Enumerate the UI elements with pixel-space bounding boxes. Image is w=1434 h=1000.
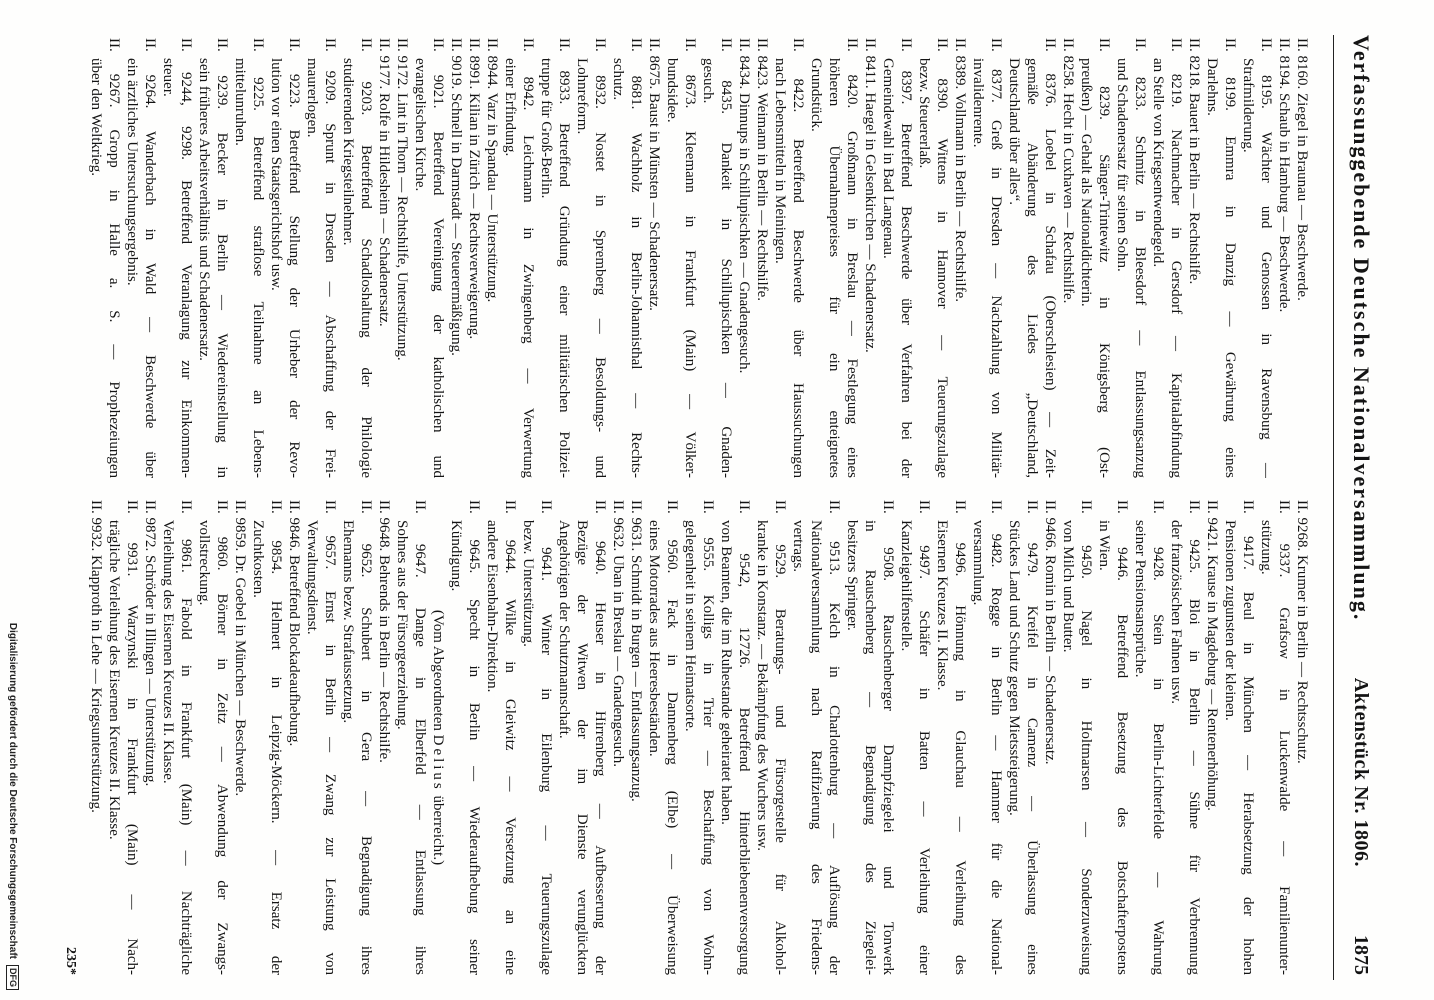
petition-entry (771, 38, 807, 478)
entry-first-line: II. 8932. Nostet in Spremberg — Besoldungs- und (592, 38, 608, 478)
entry-continuation-line: maurerlogen. (304, 58, 320, 138)
entry-continuation-line: sein früheres Arbeitsverhältnis und Schadenersatz. (196, 58, 212, 361)
entry-continuation-line: Verwaltungsdienst. (304, 520, 320, 635)
petition-entry (897, 500, 933, 975)
petition-entry (969, 500, 1005, 975)
entry-first-line: II. 8397. Betreffend Beschwerde über Verfahren bei der (898, 38, 914, 478)
entry-first-line: II. 9172. Lint in Thorn — Rechtshilfe, Unterstützung. (394, 38, 410, 361)
entry-continuation-line: und Schadenersatz für seinen Sohn. (1114, 58, 1130, 272)
page-number: 1875 (1350, 935, 1373, 975)
petition-entry (1149, 38, 1185, 478)
petition-entry (411, 38, 447, 478)
entry-first-line: II. 9244, 9298. Betreffend Veranlagung zur Einkommen- (178, 38, 194, 478)
petition-entry (1293, 38, 1311, 478)
dfg-logo: DFG (7, 965, 20, 990)
entry-first-line: II. 9513. Kelch in Charlottenburg — Auflösung der (826, 500, 842, 975)
signature-mark: 235* (63, 947, 78, 975)
entry-continuation-line: truppe für Groß-Berlin. (538, 58, 554, 199)
entry-first-line: II. 8239. Sänger-Trintewitz in Königsberg (Ost- (1096, 38, 1112, 478)
entry-first-line: II. 9632. Uban in Breslau — Gnadengesuch. (610, 500, 626, 768)
petition-entry (537, 38, 573, 478)
entry-continuation-line: Grundstück. (808, 58, 824, 132)
petition-entry (159, 500, 195, 975)
entry-continuation-line: gelegenheit in seinem Heimatsorte. (682, 520, 698, 732)
petition-entry (1185, 38, 1203, 478)
entry-first-line: II. 9854. Helmert in Leipzig-Möckern. — Ersatz der (268, 500, 284, 975)
entry-first-line: II. 9652. Schubert in Gera — Begnadigung ihres (358, 500, 374, 975)
entry-first-line: II. 9648. Behrends in Berlin — Rechtshilfe. (376, 500, 392, 763)
entry-continuation-line: Stückes Land und Schutz gegen Mietssteigerung. (1006, 520, 1022, 816)
entry-first-line: II. 9337. Grafsow in Luckenwalde — Familienunter- (1276, 500, 1292, 975)
presenter-note (429, 500, 447, 975)
petition-entry (375, 38, 393, 478)
entry-continuation-line: Pensionen zugunsten der kleinen. (1222, 520, 1238, 721)
entry-continuation-line: Angehörigen der Schutzmannschaft. (556, 520, 572, 739)
entry-continuation-line: Strafmilderung. (1240, 58, 1256, 153)
entry-first-line: II. 9421. Krause in Magdeburg — Rentenerhöhung. (1204, 500, 1220, 811)
entry-first-line: II. 9644. Wilke in Gleiwitz — Versetzung an eine (502, 500, 518, 975)
entry-first-line: II. 9479. Kreifel in Camenz — Überlassung eines (1024, 500, 1040, 975)
entry-first-line: II. 9417. Beul in München — Herabsetzung der hohen (1240, 500, 1256, 975)
petition-entry (1293, 500, 1311, 975)
entry-first-line: II. 9223. Betreffend Stellung der Urheber der Revo- (286, 38, 302, 478)
petition-entry (1203, 500, 1221, 975)
petition-entry (303, 500, 339, 975)
entry-first-line: II. 9496. Hönnung in Glauchau — Verleihung des (952, 500, 968, 975)
petition-entry (663, 38, 699, 478)
header-rule (1333, 35, 1334, 980)
petition-entry (753, 38, 771, 478)
entry-continuation-line: bezw. Steuererlaß. (916, 58, 932, 169)
entry-continuation-line: in Rauschenberg — Begnadigung des Ziegelei- (862, 520, 878, 975)
entry-first-line: II. 9209. Sprunt in Dresden — Abschaffung der Frei- (322, 38, 338, 478)
petition-entry (1167, 500, 1203, 975)
entry-first-line: II. 9861. Fabold in Frankfurt (Main) — Nachträgliche (178, 500, 194, 975)
petition-entry (87, 38, 123, 478)
petition-entry (1005, 500, 1041, 975)
petition-entry (843, 500, 897, 975)
entry-first-line: II. 8681. Wachholz in Berlin-Johannisthal — Rechts- (628, 38, 644, 478)
entry-first-line: II. 8376. Loebel in Schafau (Oberschlesien) — Zeit- (1042, 38, 1058, 478)
entry-continuation-line: Eisernen Kreuzes II. Klasse. (934, 520, 950, 691)
entry-continuation-line: über den Weltkrieg. (88, 58, 104, 177)
entry-continuation-line: eines Motorrades aus Heeresbeständen. (646, 520, 662, 757)
petition-entry (141, 500, 159, 975)
credit-text: Digitalisierung gefördert durch die Deutsche Forschungsgemeinschaft (7, 622, 19, 959)
entry-first-line: II. 8194. Schaub in Hamburg — Beschwerde. (1276, 38, 1292, 313)
entry-continuation-line: einer Erfindung. (502, 58, 518, 157)
entry-first-line: II. 9508. Rauschenberger Dampfziegelei und Tonwerk (880, 500, 896, 975)
entry-first-line: II. 9860. Börner in Zeitz — Abwendung der Zwangs- (214, 500, 230, 975)
entry-continuation-line: Nationalversammlung nach Ratifizierung des Friedens- (808, 520, 824, 975)
petition-entry (1221, 500, 1257, 975)
petition-entry (555, 500, 609, 975)
entry-continuation-line: nach Lebensmitteln in Meiningen. (772, 58, 788, 264)
entry-first-line: II. 9931. Warzynski in Frankfurt (Main) — Nach- (124, 500, 140, 975)
petition-entry (1257, 500, 1293, 975)
entry-first-line: II. 9497. Schäfer in Batten — Verleihung einer (916, 500, 932, 975)
note-suffix: überreicht.) (430, 795, 446, 866)
petition-entry (807, 38, 861, 478)
petition-entry (339, 38, 375, 478)
petition-entry (933, 500, 969, 975)
petition-entry (753, 500, 789, 975)
entry-continuation-line: andere Eisenbahn-Direktion. (484, 520, 500, 693)
petition-entry (123, 38, 159, 478)
petition-entry (483, 500, 519, 975)
entry-first-line: II. 9482. Rogge in Berlin — Hammer für die National- (988, 500, 1004, 975)
petition-entry (483, 38, 501, 478)
entry-first-line: II. 8390. Wittens in Hannover — Teuerungszulage (934, 38, 950, 478)
entry-continuation-line: studierenden Kriegsteilnehmer. (340, 58, 356, 246)
entry-first-line: II. 8434. Dinnups in Schillupischken — Gnadengesuch. (736, 38, 752, 374)
entry-continuation-line: Kündigung. (448, 520, 464, 592)
digitization-credit (6, 623, 20, 990)
petition-entry (915, 38, 951, 478)
entry-first-line: II. 8944. Varz in Spandau — Unterstützung. (484, 38, 500, 303)
entry-continuation-line: in Wien. (1096, 520, 1112, 571)
entry-first-line: II. 9021. Betreffend Vereinigung der katholischen und (430, 38, 446, 478)
entry-continuation-line: Verleihung des Eisernen Kreuzes II. Klasse. (160, 520, 176, 784)
petition-entry (267, 38, 303, 478)
entry-continuation-line: Kanzleigehilfenstelle. (898, 520, 914, 652)
entry-first-line: II. 8258. Hecht in Cuxhaven — Rechtshilfe. (1060, 38, 1076, 304)
petition-entry (681, 500, 717, 975)
entry-first-line: II. 9267. Gropp in Halle a. S. — Prophezeiungen (106, 38, 122, 478)
entry-first-line: II. 8933. Betreffend Gründung einer militärischen Polizei- (556, 38, 572, 478)
entry-continuation-line: vertrags. (790, 520, 806, 573)
petition-entry (303, 38, 339, 478)
petition-entry (159, 38, 195, 478)
entry-first-line: II. 8218. Bauert in Berlin — Rechtshilfe. (1186, 38, 1202, 285)
entry-first-line: II. 9450. Nagel in Holtmarsen — Sonderzuweisung (1078, 500, 1094, 975)
entry-first-line: II. 9019. Schnell in Darmstadt — Steuerermäßigung. (448, 38, 464, 356)
entry-first-line: II. 8423. Weimann in Berlin — Rechtshilfe. (754, 38, 770, 302)
petition-entry (627, 500, 645, 975)
petition-entry (1005, 38, 1059, 478)
entry-first-line: II. 9846. Betreffend Blockadeaufhebung. (286, 500, 302, 747)
petition-entry (231, 38, 267, 478)
entry-continuation-line: steuer. (160, 58, 176, 97)
petition-entry (519, 500, 555, 975)
entry-continuation-line: schutz. (610, 58, 626, 101)
petition-entry (447, 38, 465, 478)
petition-entry (645, 500, 681, 975)
entry-continuation-line: Darlehns. (1204, 58, 1220, 116)
entry-first-line: II. 9641. Winter in Eilenburg — Teuerungszulage (538, 500, 554, 975)
page-header (1344, 35, 1378, 975)
entry-continuation-line: besitzers Springer. (844, 520, 860, 631)
entry-continuation-line: gemäße Abänderung des Liedes „Deutschland, (1024, 58, 1040, 478)
entry-first-line: II. 9647. Dange in Elberfeld — Entlassung ihres (412, 500, 428, 975)
right-column (87, 500, 1311, 975)
entry-continuation-line: vollstreckung. (196, 520, 212, 606)
petition-entry (285, 500, 303, 975)
note-name: Delius (430, 734, 446, 792)
entry-first-line: II. 8233. Schmitz in Bleesdorf — Entlassungsanzug (1132, 38, 1148, 478)
note-line (429, 500, 447, 975)
entry-continuation-line: Ehemanns bezw. Strafaussetzung. (340, 520, 356, 724)
petition-entry (465, 38, 483, 478)
petition-entry (1077, 38, 1113, 478)
entry-continuation-line: Zuchtkosten. (250, 520, 266, 598)
entry-first-line: II. 8219. Nachmacher in Gersdorf — Kapitalabfindung (1168, 38, 1184, 478)
entry-continuation-line: trägliche Verleihung des Eisernen Kreuzes II. Klasse. (106, 520, 122, 840)
petition-entry (375, 500, 393, 975)
petition-entry (1113, 38, 1149, 478)
entry-continuation-line: evangelischen Kirche. (412, 58, 428, 192)
entry-first-line: II. 8199. Emmra in Danzig — Gewährung eines (1222, 38, 1238, 478)
entry-first-line: II. 8673. Kleemann in Frankfurt (Main) — Völker- (682, 38, 698, 478)
entry-first-line: II. 8942. Leichmann in Zwingenberg — Verwertung (520, 38, 536, 478)
entry-continuation-line: höheren Übernahmepreises für ein enteignetes (826, 58, 842, 478)
entry-first-line: II. 8422. Betreffend Beschwerde über Haussuchungen (790, 38, 806, 478)
petition-entry (1095, 500, 1131, 975)
petition-entry (789, 500, 843, 975)
petition-entry (1059, 500, 1095, 975)
petition-entry (249, 500, 285, 975)
entry-continuation-line: bezw. Unterstützung. (520, 520, 536, 647)
left-column (87, 38, 1311, 478)
entry-first-line: II. 8675. Baust in Münsten — Schadenersatz. (646, 38, 662, 311)
entry-continuation-line: stützung. (1258, 520, 1274, 575)
petition-entry (609, 500, 627, 975)
petition-entry (969, 38, 1005, 478)
entry-continuation-line: kranke in Konstanz. — Bekämpfung des Wuchers usw. (754, 520, 770, 851)
entry-continuation-line: Gemeindewahl in Bad Langenau. (880, 58, 896, 259)
page-title: Verfassunggebende Deutsche Nationalversammlung. (1349, 35, 1374, 622)
petition-entry (231, 500, 249, 975)
entry-continuation-line: der französischen Fahnen usw. (1168, 520, 1184, 704)
document-number: Aktenstück Nr. 1806. (1350, 677, 1373, 867)
entry-first-line: II. 9428. Stein in Berlin-Lichterfelde — Wahrung (1150, 500, 1166, 975)
entry-first-line: II. 9225. Betreffend straflose Teilnahme an Lebens- (250, 38, 266, 478)
entry-first-line: II. 9239. Becker in Berlin — Wiedereinstellung in (214, 38, 230, 478)
petition-entry (1059, 38, 1077, 478)
petition-entry (1131, 500, 1167, 975)
entry-continuation-line: versammlung. (970, 520, 986, 606)
petition-entry (573, 38, 609, 478)
entry-first-line: II. 8411. Haegel in Gelsenkirchen — Schadenersatz. (862, 38, 878, 353)
entry-first-line: II. 8991. Kilian in Zürich — Rechtsverweigerung. (466, 38, 482, 340)
entry-first-line: II. 9932. Klapproth in Lehe — Kriegsunterstützung. (88, 500, 104, 813)
entry-continuation-line: Deutschland über alles“. (1006, 58, 1022, 206)
petition-entry (645, 38, 663, 478)
entry-first-line: II. 9560. Fack in Dannenberg (Elbe) — Überweisung (664, 500, 680, 975)
entry-first-line: II. 9268. Krumer in Berlin — Rechtsschutz. (1294, 500, 1310, 764)
petition-entry (735, 38, 753, 478)
petition-entry (87, 500, 105, 975)
entry-first-line: II. 9425. Bloi in Berlin — Sühne für Verbrennung (1186, 500, 1202, 975)
petition-entry (861, 38, 879, 478)
entry-first-line: II. 8420. Großmann in Breslau — Festlegung eines (844, 38, 860, 478)
entry-continuation-line: Lohnreform. (574, 58, 590, 135)
entry-first-line: II. 9640. Heuser in Hirrenberg — Aufbesserung der (592, 500, 608, 975)
entry-first-line: II. 9555. Kolligs in Trier — Beschaffung von Wohn- (700, 500, 716, 975)
petition-entry (393, 38, 411, 478)
entry-continuation-line: bundsidee. (664, 58, 680, 123)
entry-continuation-line: invalidenrente. (970, 58, 986, 148)
petition-entry (879, 38, 915, 478)
entry-first-line: II. 8160. Ziegel in Braunau — Beschwerde. (1294, 38, 1310, 301)
petition-entry (1041, 500, 1059, 975)
entry-first-line: II. 9177. Rolfe in Hildesheim — Schadenersatz. (376, 38, 392, 327)
entry-first-line: II. 9446. Betreffend Besetzung des Botschafterpostens (1114, 500, 1130, 975)
entry-first-line: II. 8389. Vollmann in Berlin — Rechtshilfe. (952, 38, 968, 303)
entry-first-line: II. 8195. Wächter und Genossen in Ravensburg — (1258, 38, 1274, 478)
petition-entry (951, 38, 969, 478)
petition-entry (1203, 38, 1239, 478)
entry-continuation-line: preußen) — Gehalt als Nationaldichterin. (1078, 58, 1094, 307)
entry-first-line: II. 9529. Beratungs- und Fürsorgestelle für Alkohol- (772, 500, 788, 975)
entry-continuation-line: seiner Pensionsansprüche. (1132, 520, 1148, 678)
entry-continuation-line: lution vor einen Staatsgerichtshof usw. (268, 58, 284, 291)
entry-continuation-line: von Milch und Butter. (1060, 520, 1076, 653)
entry-first-line: II. 8435. Dankeit in Schillupischken — Gnaden- (718, 38, 734, 478)
entry-continuation-line: Bezüge der Witwen der im Dienste verunglückten (574, 520, 590, 975)
petition-entry (393, 500, 429, 975)
entry-first-line: II. 9657. Ernst in Berlin — Zwang zur Leistung von (322, 500, 338, 975)
note-prefix: (Vom Abgeordneten (430, 609, 446, 731)
petition-entry (339, 500, 375, 975)
petition-entry (195, 500, 231, 975)
entry-first-line: II. 8377. Greß in Dresden — Nachzahlung von Militär- (988, 38, 1004, 478)
entry-first-line: II. 9203. Betreffend Schadloshaltung der Philologie (358, 38, 374, 478)
entry-continuation-line: gesuch. (700, 58, 716, 104)
entry-first-line: II. 9466. Romin in Berlin — Schadenersatz. (1042, 500, 1058, 765)
petition-entry (699, 38, 735, 478)
petition-entry (501, 38, 537, 478)
entry-continuation-line: an Stelle von Kriegsentwendegeld. (1150, 58, 1166, 268)
entry-continuation-line: mittelunruhen. (232, 58, 248, 146)
entry-first-line: II. 9645. Specht in Berlin — Wiederaufhebung seiner (466, 500, 482, 975)
petition-entry (609, 38, 645, 478)
petition-entry (717, 500, 753, 975)
entry-first-line: II. 9859. Dr. Goebel in München — Beschwerde. (232, 500, 248, 797)
petition-entry (105, 500, 141, 975)
petition-entry (447, 500, 483, 975)
entry-first-line: II. 9872. Schröder in Illingen — Unterstützung. (142, 500, 158, 787)
entry-continuation-line: ein ärztliches Untersuchungsergebnis. (124, 58, 140, 286)
entry-continuation-line: von Beamten, die im Ruhestande geheiratet haben. (718, 520, 734, 825)
petition-entry (1275, 38, 1293, 478)
entry-first-line: II. 9631. Schmidt in Burgen — Entlassungsanzug. (628, 500, 644, 802)
entry-continuation-line: Sohnes aus der Fürsorgeerziehung. (394, 520, 410, 730)
entry-first-line: II. 9264. Wanderbach in Wald — Beschwerde über (142, 38, 158, 478)
entry-first-line: II. 9542, 12726. Betreffend Hinterbliebenenversorgung (736, 500, 752, 975)
petition-entry (195, 38, 231, 478)
petition-entry (1239, 38, 1275, 478)
